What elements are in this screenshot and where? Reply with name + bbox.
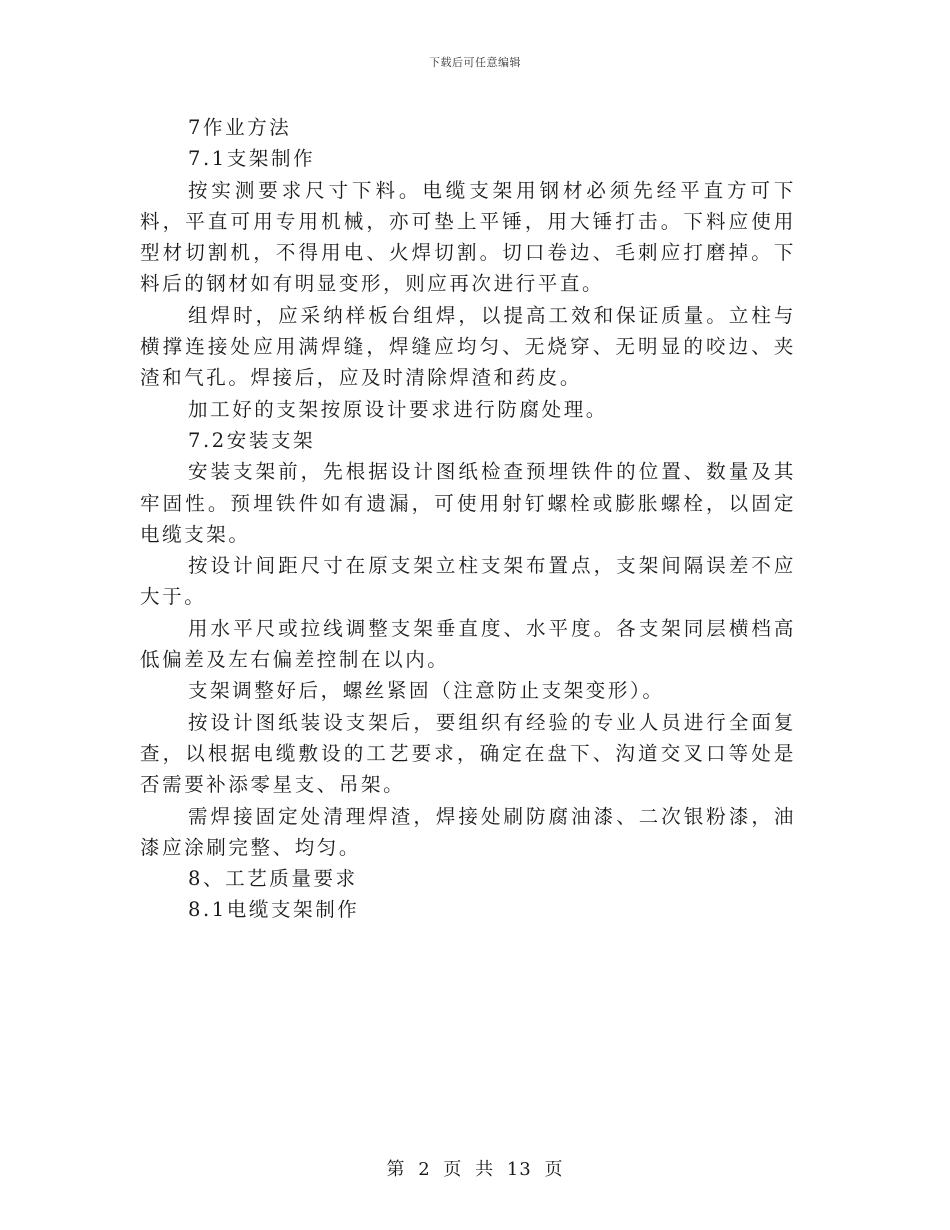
document-body [140, 112, 796, 926]
paragraph-review: 按设计图纸装设支架后，要组织有经验的专业人员进行全面复查，以根据电缆敷设的工艺要求，确定在盘下、沟道交叉口等处是否需要补添零星支、吊架。 [140, 710, 796, 797]
section-heading-7: 7作业方法 [188, 116, 292, 139]
paragraph-painting: 需焊接固定处清理焊渣，焊接处刷防腐油漆、二次银粉漆，油漆应涂刷完整、均匀。 [140, 804, 796, 859]
paragraph-embedded-parts: 安装支架前，先根据设计图纸检查预埋铁件的位置、数量及其牢固性。预埋铁件如有遗漏，可使用射钉螺栓或膨胀螺栓，以固定电缆支架。 [140, 460, 796, 546]
paragraph-anticorrosion: 加工好的支架按原设计要求进行防腐处理。 [188, 397, 608, 421]
paragraph-welding: 组焊时，应采纳样板台组焊，以提高工效和保证质量。立柱与横撑连接处应用满焊缝，焊缝应均匀、无烧穿、无明显的咬边、夹渣和气孔。焊接后，应及时清除焊渣和药皮。 [140, 303, 796, 390]
paragraph-leveling: 用水平尺或拉线调整支架垂直度、水平度。各支架同层横档高低偏差及左右偏差控制在以内。 [140, 616, 796, 672]
page-header: 下载后可任意编辑 [429, 56, 521, 69]
subsection-heading-7-1: 7.1支架制作 [188, 147, 316, 171]
paragraph-fastening: 支架调整好后，螺丝紧固（注意防止支架变形）。 [188, 679, 665, 703]
section-heading-8: 8、工艺质量要求 [188, 867, 358, 891]
paragraph-spacing: 按设计间距尺寸在原支架立柱支架布置点，支架间隔误差不应大于。 [140, 554, 796, 609]
paragraph-cutting: 按实测要求尺寸下料。电缆支架用钢材必须先经平直方可下料，平直可用专用机械，亦可垫上平锤，用大锤打击。下料应使用型材切割机，不得用电、火焊切割。切口卷边、毛刺应打磨掉。下料后的钢材如有明显变形，则应再次进行平直。 [140, 178, 796, 296]
subsection-heading-7-2: 7.2安装支架 [188, 428, 316, 452]
page-number: 第 2 页 共 13 页 [386, 1159, 564, 1180]
subsection-heading-8-1: 8.1电缆支架制作 [188, 898, 360, 922]
